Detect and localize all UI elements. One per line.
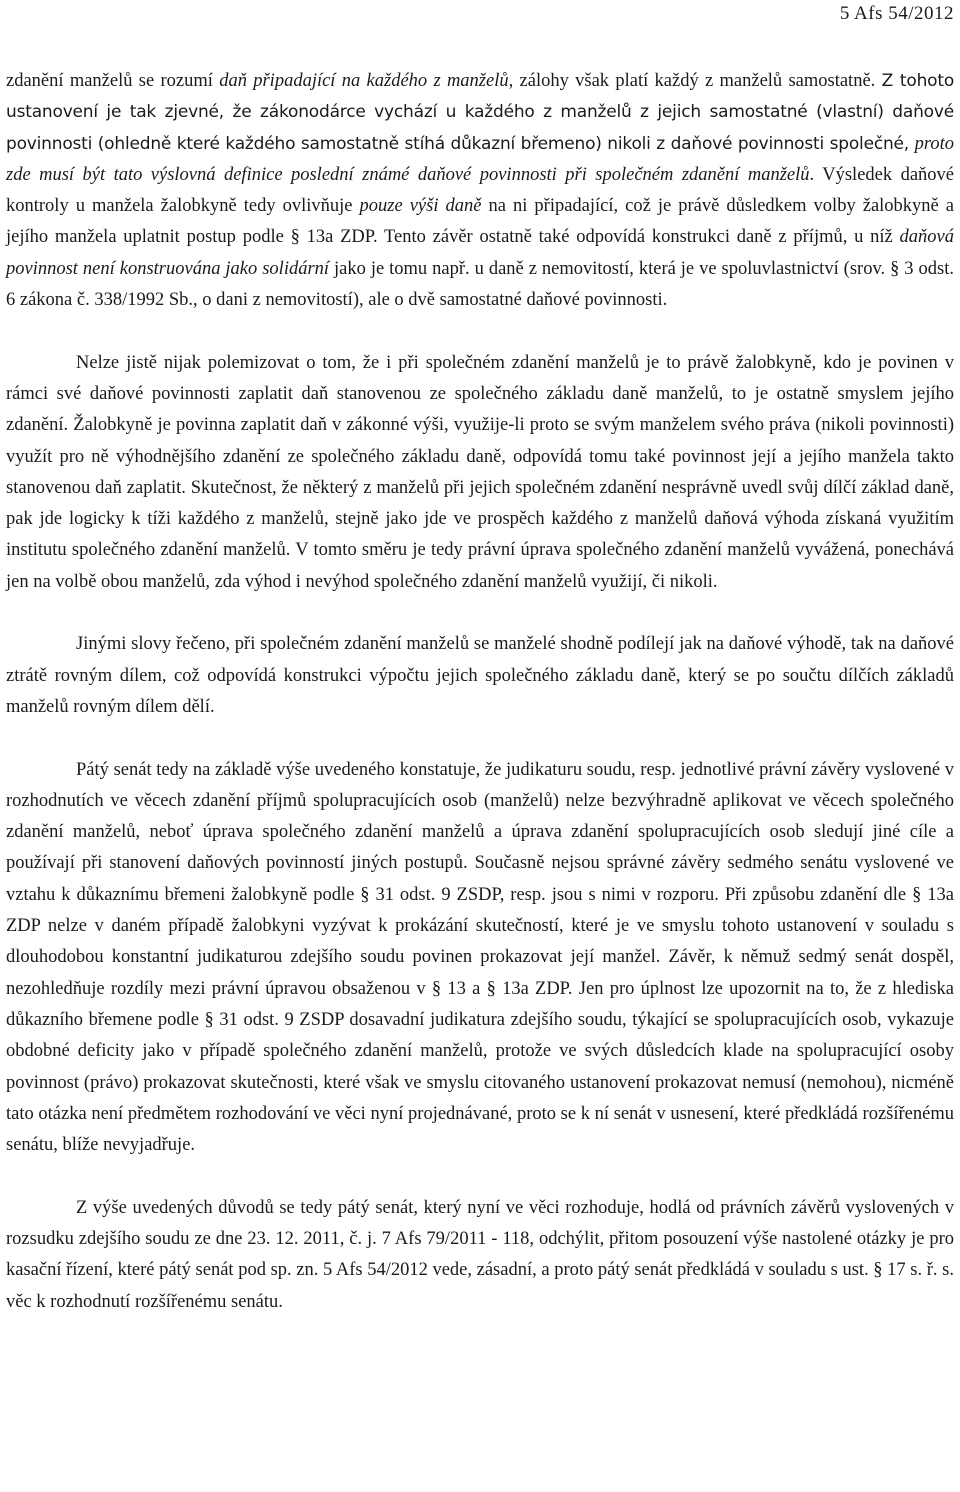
paragraph-text: zdanění manželů se rozumí — [6, 71, 220, 91]
paragraph-text: jako je tomu např. u daně z nemovitostí, která je ve spoluvlastnictví (srov. § 3 odst. 6 zákona č. 338/1992 Sb., o dani z nemovitostí), ale o dvě samostatné daňové povinnosti. — [6, 258, 954, 311]
document-page — [6, 0, 954, 1318]
paragraph-text: Pátý senát tedy na základě výše uvedeného konstatuje, že judikaturu soudu, resp. jednotlivé právní závěry vyslovené v rozhodnutích ve věcech zdanění příjmů spolupracujících osob (manželů) nelze bezvýhradně aplikovat ve věcech společného zdanění manželů, neboť úprava společného zdanění manželů a úprava zdanění spolupracujících osob sledují jiné cíle a používají při stanovení daňových povinností jiných postupů. Současně nejsou správné závěry sedmého senátu vyslovené ve vztahu k důkaznímu břemeni žalobkyně podle § 31 odst. 9 ZSDP, resp. jsou s nimi v rozporu. Při způsobu zdanění dle § 13a ZDP nelze v daném případě žalobkyni vyzývat k prokázání skutečností, které je ve smyslu tohoto ustanovení v souladu s dlouhodobou konstantní judikaturou zdejšího soudu povinen prokazovat její manžel. Závěr, k němuž sedmý senát dospěl, nezohledňuje rozdíly mezi právní úpravou obsaženou v § 13 a § 13a ZDP. Jen pro úplnost lze upozornit na to, že z hlediska důkazního břemene podle § 31 odst. 9 ZSDP dosavadní judikatura zdejšího soudu, týkající se spolupracujících osob, vykazuje obdobné deficity jako v případě společného zdanění manželů, protože ve svých důsledcích klade na spolupracující osoby povinnost (právo) prokazovat skutečnosti, které však ve smyslu citovaného ustanovení prokazovat nemusí (nemohou), nicméně tato otázka není předmětem rozhodování ve věci nyní projednávané, proto se k ní senát v usnesení, které předkládá rozšířenému senátu, blíže nevyjadřuje. — [6, 759, 954, 1156]
paragraph-1 — [6, 66, 954, 316]
case-number-header: 5 Afs 54/2012 — [839, 3, 954, 24]
italic-text: proto zde musí být tato výslovná definice poslední známé daňové povinnosti při společném zdanění manželů — [6, 133, 954, 185]
paragraph-text: na ni připadající, což je právě důsledkem volby žalobkyně a jejího manžela uplatnit postup podle § 13a ZDP. Tento závěr ostatně také odpovídá konstrukci daně z příjmů, u níž — [6, 196, 954, 248]
paragraph-text: , zálohy však platí každý z manželů samostatně. — [508, 71, 882, 91]
paragraph-text: . Výsledek daňové kontroly u manžela žalobkyně tedy ovlivňuje — [6, 164, 954, 217]
paragraph-5 — [6, 1193, 954, 1318]
italic-text: daň připadající na každého z manželů — [219, 71, 509, 91]
italic-text: daňová povinnost není konstruována jako solidární — [6, 227, 954, 279]
paragraph-text: Nelze jistě nijak polemizovat o tom, že i při společném zdanění manželů je to právě žalobkyně, kdo je povinen v rámci své daňové povinnosti zaplatit daň stanovenou ze společného základu daně manželů, to je ostatně smyslem jejího zdanění. Žalobkyně je povinna zaplatit daň v zákonné výši, využije-li proto se svým manželem svého práva (nikoli povinnosti) využít pro ně výhodnějšího zdanění ze společného základu daně, odpovídá tomu také povinnost její a jejího manžela takto stanovenou daň zaplatit. Skutečnost, že některý z manželů při jejich společném zdanění nesprávně uvedl svůj dílčí základ daně, pak jde logicky k tíži každého z manželů, stejně jako jde ve prospěch každého z manželů daňová výhoda získaná využitím institutu společného zdanění manželů. V tomto směru je tedy právní úprava společného zdanění manželů vyvážená, ponechává jen na volbě obou manželů, zda výhod i nevýhod společného zdanění manželů využijí, či nikoli. — [6, 352, 954, 592]
paragraph-3 — [6, 629, 954, 723]
paragraph-text: Jinými slovy řečeno, při společném zdanění manželů se manželé shodně podílejí jak na daňové výhodě, tak na daňové ztrátě rovným dílem, což odpovídá konstrukci výpočtu jejich společného základu daně, který se po součtu dílčích základů manželů rovným dílem dělí. — [6, 634, 954, 717]
italic-text: pouze výši daně — [359, 196, 482, 217]
paragraph-text: Z výše uvedených důvodů se tedy pátý senát, který nyní ve věci rozhoduje, hodlá od právních závěrů vyslovených v rozsudku zdejšího soudu ze dne 23. 12. 2011, č. j. 7 Afs 79/2011 - 118, odchýlit, přitom posouzení výše nastolené otázky je pro kasační řízení, které pátý senát pod sp. zn. 5 Afs 54/2012 vede, zásadní, a proto pátý senát předkládá v souladu s ust. § 17 s. ř. s. věc k rozhodnutí rozšířenému senátu. — [6, 1197, 954, 1312]
paragraph-4 — [6, 755, 954, 1162]
paragraph-text: Z tohoto ustanovení je tak zjevné, že zákonodárce vychází u každého z manželů z jejich samostatné (vlastní) daňové povinnosti (ohledně které každého samostatně stíhá důkazní břemeno) nikoli z daňové povinnosti společné, — [6, 71, 955, 154]
document-body — [6, 66, 954, 1318]
paragraph-2 — [6, 348, 954, 598]
